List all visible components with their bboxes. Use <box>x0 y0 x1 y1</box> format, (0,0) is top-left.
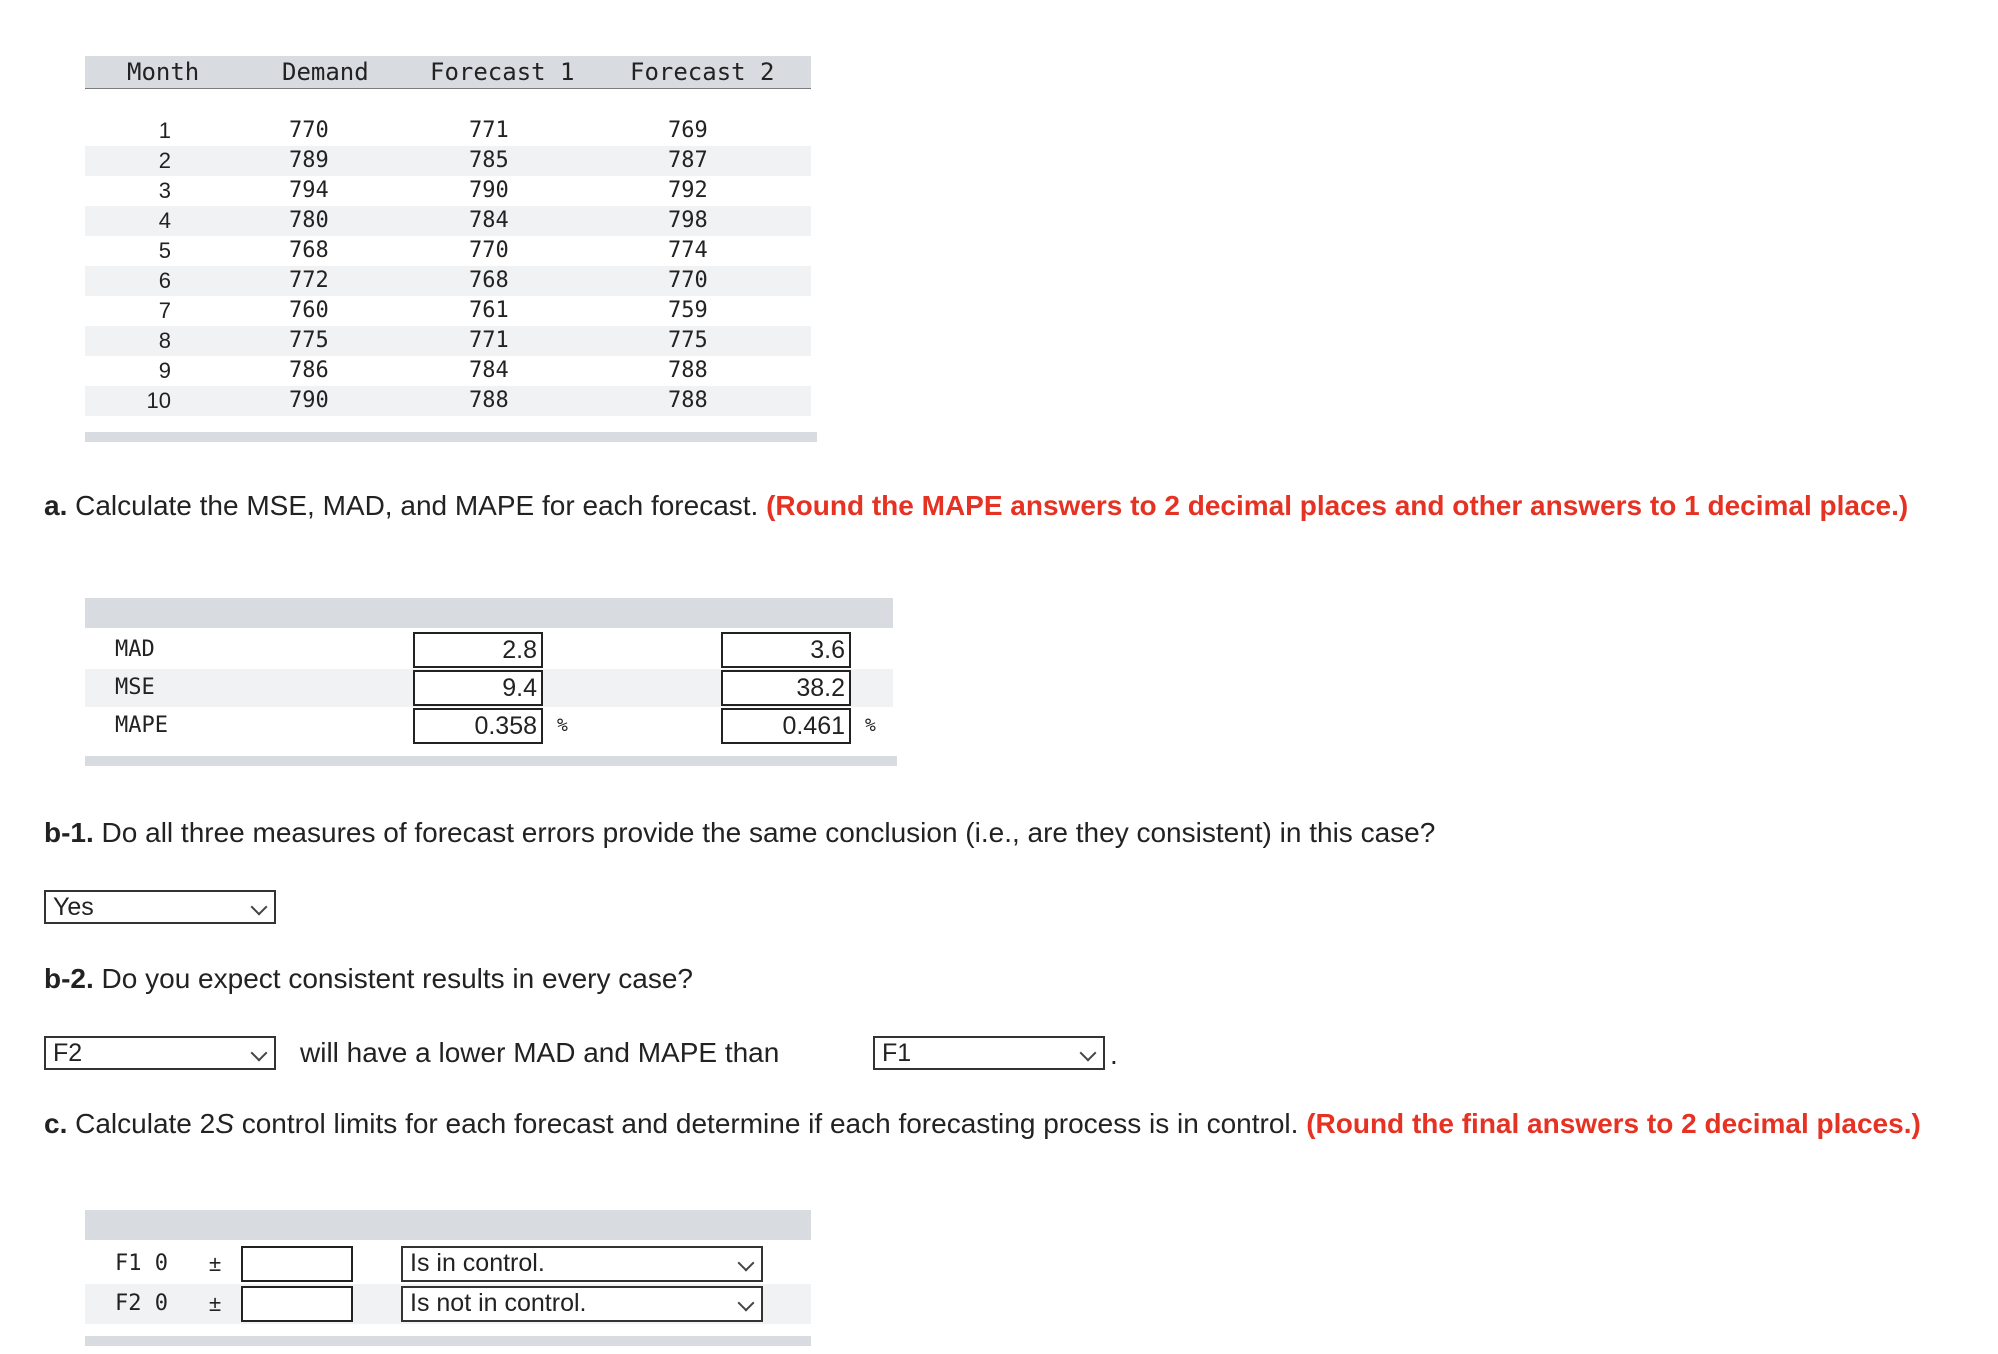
cell-demand: 789 <box>289 148 329 173</box>
mad-forecast-1-input[interactable]: 2.8 <box>413 632 543 668</box>
table-row <box>85 176 811 206</box>
cell-demand: 794 <box>289 178 329 203</box>
question-a <box>44 487 1944 524</box>
cell-forecast-1: 771 <box>469 328 509 353</box>
question-a-text: Calculate the MSE, MAD, and MAPE for each forecast. <box>67 490 767 521</box>
cell-forecast-2: 769 <box>668 118 708 143</box>
b2-first-select-value: F2 <box>53 1039 83 1067</box>
error-row-mse <box>85 669 893 707</box>
cell-forecast-1: 788 <box>469 388 509 413</box>
question-b1 <box>44 814 1944 851</box>
cell-month: 7 <box>158 298 171 323</box>
chevron-down-icon <box>1080 1045 1097 1062</box>
data-table-header <box>85 56 811 89</box>
cell-demand: 786 <box>289 358 329 383</box>
cell-forecast-2: 775 <box>668 328 708 353</box>
cell-forecast-1: 768 <box>469 268 509 293</box>
cell-month: 9 <box>158 358 171 383</box>
control-label-f1: F1 0 <box>115 1251 168 1276</box>
error-label-mape: MAPE <box>115 713 168 738</box>
cell-month: 1 <box>158 118 171 143</box>
cell-demand: 770 <box>289 118 329 143</box>
cell-forecast-1: 761 <box>469 298 509 323</box>
b2-end-text: . <box>1110 1039 1118 1070</box>
cell-forecast-2: 774 <box>668 238 708 263</box>
data-table-footer-bar <box>85 432 817 442</box>
table-row <box>85 296 811 326</box>
error-row-mape <box>85 707 893 745</box>
error-table-footer-bar <box>85 756 897 766</box>
b1-answer-select[interactable] <box>44 890 276 924</box>
question-c-instruction: (Round the final answers to 2 decimal places.) <box>1306 1108 1921 1139</box>
cell-forecast-1: 771 <box>469 118 509 143</box>
mse-forecast-1-input[interactable]: 9.4 <box>413 670 543 706</box>
error-label-mse: MSE <box>115 675 155 700</box>
cell-forecast-2: 788 <box>668 358 708 383</box>
cell-forecast-2: 759 <box>668 298 708 323</box>
chevron-down-icon <box>251 1045 268 1062</box>
f1-control-limit-input[interactable] <box>241 1246 353 1282</box>
question-a-instruction: (Round the MAPE answers to 2 decimal places and other answers to 1 decimal place.) <box>766 490 1909 521</box>
col-header-month: Month <box>127 58 200 86</box>
cell-forecast-1: 784 <box>469 358 509 383</box>
plus-minus-f1: ± <box>209 1251 222 1276</box>
error-label-mad: MAD <box>115 637 155 662</box>
table-row <box>85 356 811 386</box>
control-table-footer-bar <box>85 1336 811 1346</box>
table-row <box>85 206 811 236</box>
table-row <box>85 236 811 266</box>
cell-forecast-1: 790 <box>469 178 509 203</box>
question-b2 <box>44 960 1944 997</box>
col-header-forecast-1: Forecast 1 <box>430 58 575 86</box>
b2-second-select[interactable] <box>873 1036 1105 1070</box>
cell-demand: 790 <box>289 388 329 413</box>
mad-forecast-2-input[interactable]: 3.6 <box>721 632 851 668</box>
error-table-header <box>85 598 893 628</box>
cell-forecast-2: 798 <box>668 208 708 233</box>
table-row <box>85 146 811 176</box>
cell-month: 3 <box>158 178 171 203</box>
cell-demand: 768 <box>289 238 329 263</box>
cell-forecast-2: 770 <box>668 268 708 293</box>
f2-control-status-value: Is not in control. <box>410 1289 587 1317</box>
question-a-label: a. <box>44 490 68 521</box>
control-table-header <box>85 1210 811 1240</box>
f1-control-status-value: Is in control. <box>410 1249 545 1277</box>
question-c-text-before: Calculate 2 <box>67 1108 216 1139</box>
cell-forecast-1: 770 <box>469 238 509 263</box>
table-row <box>85 116 811 146</box>
chevron-down-icon <box>251 899 268 916</box>
b2-first-select[interactable] <box>44 1036 276 1070</box>
question-b1-text: Do all three measures of forecast errors provide the same conclusion (i.e., are they consistent) in this case? <box>93 817 1436 848</box>
cell-month: 10 <box>146 388 171 413</box>
control-row-f1 <box>85 1244 811 1284</box>
cell-demand: 780 <box>289 208 329 233</box>
cell-demand: 772 <box>289 268 329 293</box>
cell-month: 4 <box>158 208 171 233</box>
mape-forecast-2-input[interactable]: 0.461 <box>721 708 851 744</box>
cell-demand: 760 <box>289 298 329 323</box>
chevron-down-icon <box>738 1255 755 1272</box>
f1-control-status-select[interactable] <box>401 1246 763 1282</box>
control-row-f2 <box>85 1284 811 1324</box>
cell-forecast-1: 784 <box>469 208 509 233</box>
chevron-down-icon <box>738 1295 755 1312</box>
cell-month: 6 <box>158 268 171 293</box>
control-label-f2: F2 0 <box>115 1291 168 1316</box>
b2-second-select-value: F1 <box>882 1039 912 1067</box>
mape-forecast-1-input[interactable]: 0.358 <box>413 708 543 744</box>
col-header-demand: Demand <box>282 58 369 86</box>
cell-month: 8 <box>158 328 171 353</box>
plus-minus-f2: ± <box>209 1291 222 1316</box>
question-c-label: c. <box>44 1108 68 1139</box>
f2-control-limit-input[interactable] <box>241 1286 353 1322</box>
b1-answer-value: Yes <box>53 893 94 921</box>
mape-forecast-1-percent: % <box>557 715 568 736</box>
b2-middle-text: will have a lower MAD and MAPE than <box>300 1037 780 1068</box>
table-row <box>85 266 811 296</box>
table-row <box>85 326 811 356</box>
cell-month: 2 <box>158 148 171 173</box>
question-b2-label: b-2. <box>44 963 94 994</box>
question-c-s-symbol: S <box>215 1108 234 1139</box>
question-b1-label: b-1. <box>44 817 94 848</box>
error-row-mad <box>85 631 893 669</box>
cell-forecast-2: 792 <box>668 178 708 203</box>
cell-forecast-1: 785 <box>469 148 509 173</box>
mape-forecast-2-percent: % <box>865 715 876 736</box>
cell-demand: 775 <box>289 328 329 353</box>
question-c <box>44 1105 1944 1142</box>
question-c-text-after: control limits for each forecast and determine if each forecasting process is in control. <box>233 1108 1307 1139</box>
question-b2-text: Do you expect consistent results in every case? <box>93 963 693 994</box>
mse-forecast-2-input[interactable]: 38.2 <box>721 670 851 706</box>
cell-forecast-2: 787 <box>668 148 708 173</box>
f2-control-status-select[interactable] <box>401 1286 763 1322</box>
col-header-forecast-2: Forecast 2 <box>630 58 775 86</box>
cell-month: 5 <box>158 238 171 263</box>
table-row <box>85 386 811 416</box>
cell-forecast-2: 788 <box>668 388 708 413</box>
